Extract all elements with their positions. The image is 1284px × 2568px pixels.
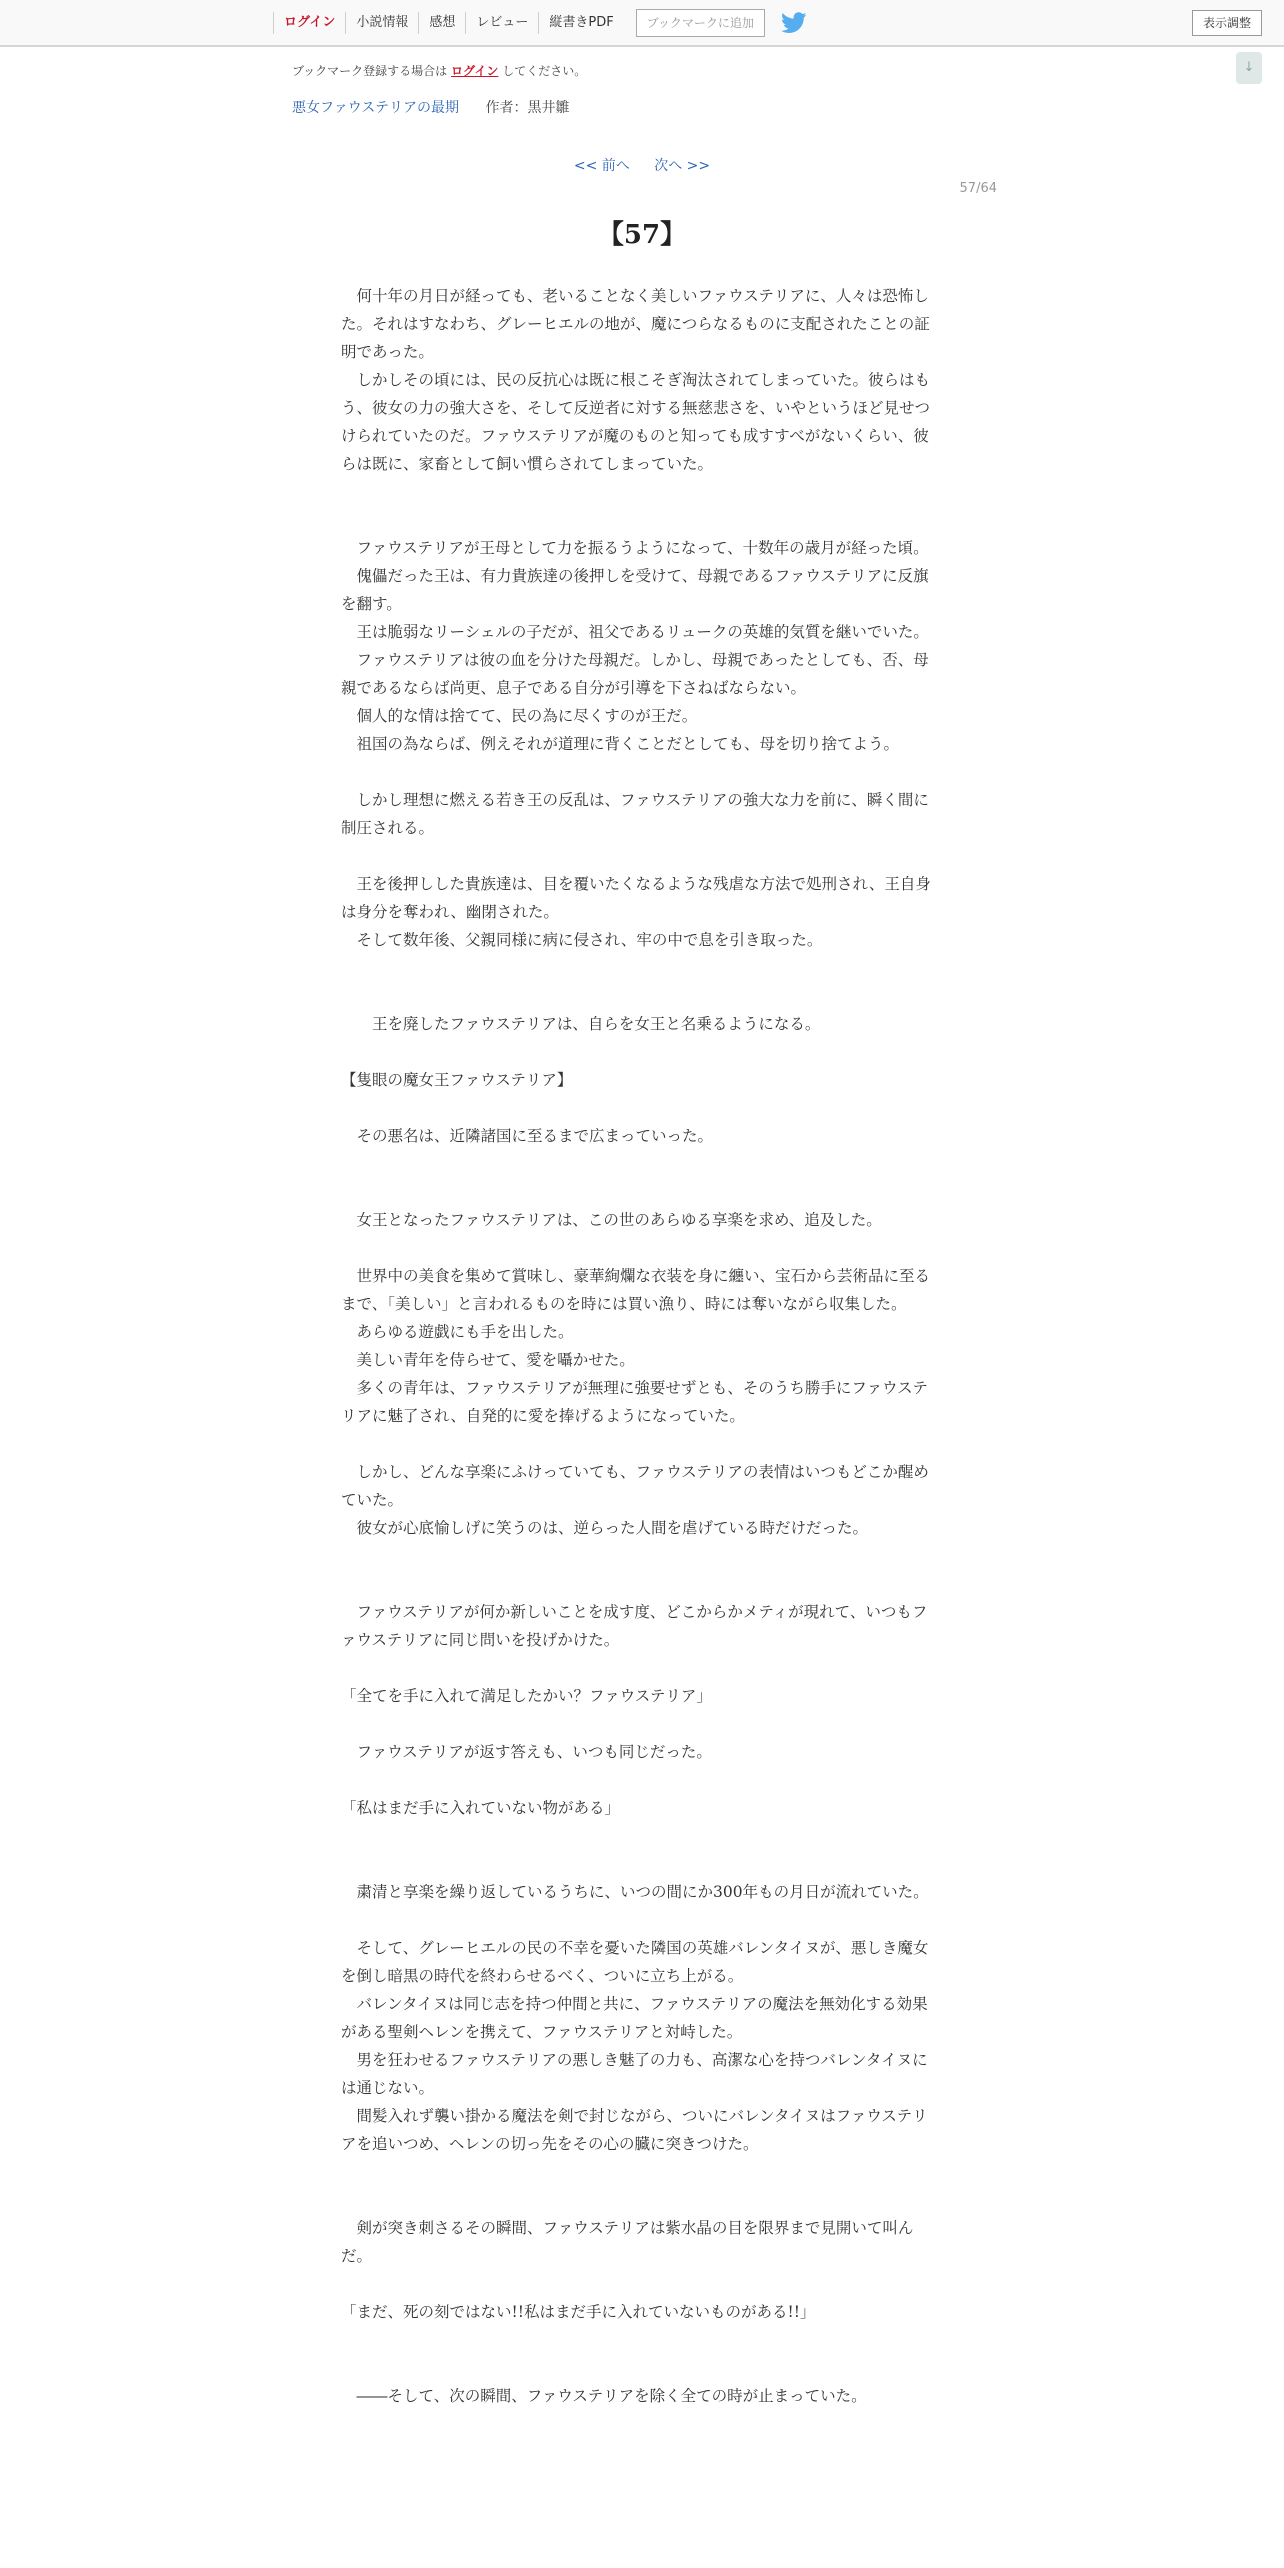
body-paragraph [341,1822,935,1850]
body-paragraph [341,2186,935,2214]
body-paragraph: 「まだ、死の刻ではない!!私はまだ手に入れていないものがある!!」 [341,2303,816,2321]
body-paragraph: そして数年後、父親同様に病に侵され、牢の中で息を引き取った。 [341,931,823,949]
body-paragraph: 祖国の為ならば、例えそれが道理に背くことだとしても、母を切り捨てよう。 [341,735,900,753]
body-paragraph: そして、グレーヒエルの民の不幸を憂いた隣国の英雄バレンタイヌが、悪しき魔女を倒し暗黒の時代を終わらせるべく、ついに立ち上がる。 [341,1939,929,1985]
body-paragraph: 多くの青年は、ファウステリアが無理に強要せずとも、そのうち勝手にファウステリアに魅了され、自発的に愛を捧げるようになっていた。 [341,1379,928,1425]
next-chapter-link[interactable]: 次へ >> [654,158,711,174]
body-paragraph [341,1654,935,1682]
body-paragraph [341,1234,935,1262]
body-paragraph: しかし、どんな享楽にふけっていても、ファウステリアの表情はいつもどこか醒めていた。 [341,1463,929,1509]
body-paragraph [341,1542,935,1570]
chapter-pager [0,155,1284,175]
notice-login-link[interactable]: ログイン [451,64,499,78]
body-paragraph [341,1038,935,1066]
chapter-body [341,282,935,2410]
nav-review[interactable]: レビュー [465,12,538,34]
body-paragraph: 美しい青年を侍らせて、愛を囁かせた。 [341,1351,635,1369]
main-nav [273,0,807,46]
nav-novel-info[interactable]: 小説情報 [345,12,418,34]
body-paragraph: 「全てを手に入れて満足したかい？ファウステリア」 [341,1687,712,1705]
body-paragraph: 女王となったファウステリアは、この世のあらゆる享楽を求め、追及した。 [341,1211,882,1229]
body-paragraph: あらゆる遊戯にも手を出した。 [341,1323,574,1341]
body-paragraph [341,758,935,786]
body-paragraph: 王は脆弱なリーシェルの子だが、祖父であるリュークの英雄的気質を継いでいた。 [341,623,929,641]
body-paragraph: バレンタイヌは同じ志を持つ仲間と共に、ファウステリアの魔法を無効化する効果がある聖剣ヘレンを携えて、ファウステリアと対峙した。 [341,1995,928,2041]
body-paragraph: 彼女が心底愉しげに笑うのは、逆らった人間を虐げている時だけだった。 [341,1519,869,1537]
body-paragraph: 個人的な情は捨てて、民の為に尽くすのが王だ。 [341,707,698,725]
twitter-bird-icon[interactable] [781,12,807,34]
body-paragraph: しかし理想に燃える若き王の反乱は、ファウステリアの強大な力を前に、瞬く間に制圧される。 [341,791,929,837]
body-paragraph: 世界中の美食を集めて賞味し、豪華絢爛な衣装を身に纏い、宝石から芸術品に至るまで、「美しい」と言われるものを時には買い漁り、時には奪いながら収集した。 [341,1267,931,1313]
body-paragraph: 傀儡だった王は、有力貴族達の後押しを受けて、母親であるファウステリアに反旗を翻す。 [341,567,929,613]
body-paragraph [341,2354,935,2382]
body-paragraph [341,2270,935,2298]
scroll-down-button[interactable]: ↓ [1236,52,1262,84]
body-paragraph [341,1710,935,1738]
chapter-title: 【57】 [597,220,687,250]
body-paragraph: 王を廃したファウステリアは、自らを女王と名乗るようになる。 [341,1015,821,1033]
author-name: 作者：黒井雛 [485,100,570,116]
nav-vertical-pdf[interactable]: 縦書きPDF [538,12,623,34]
body-paragraph: ファウステリアが返す答えも、いつも同じだった。 [341,1743,712,1761]
display-settings-button[interactable]: 表示調整 [1192,10,1262,36]
notice-suffix: してください。 [502,64,587,78]
body-paragraph [341,2326,935,2354]
body-paragraph [341,1094,935,1122]
body-paragraph [341,1850,935,1878]
body-paragraph: 粛清と享楽を繰り返しているうちに、いつの間にか300年もの月日が流れていた。 [341,1883,929,1901]
body-paragraph: しかしその頃には、民の反抗心は既に根こそぎ淘汰されてしまっていた。彼らはもう、彼女の力の強大さを、そして反逆者に対する無慈悲さを、いやというほど見せつけられていたのだ。ファウステリアが魔のものと知っても成すすべがないくらい、彼らは既に、家畜として飼い慣らされてしまっていた。 [341,371,931,473]
body-paragraph [341,1906,935,1934]
series-info [292,97,569,117]
chapter-counter: 57/64 [959,181,997,196]
top-navigation-bar [0,0,1284,47]
body-paragraph: 【隻眼の魔女王ファウステリア】 [341,1071,573,1089]
body-paragraph: 王を後押しした貴族達は、目を覆いたくなるような残虐な方法で処刑され、王自身は身分を奪われ、幽閉された。 [341,875,931,921]
body-paragraph: 何十年の月日が経っても、老いることなく美しいファウステリアに、人々は恐怖した。それはすなわち、グレーヒエルの地が、魔につらなるものに支配されたことの証明であった。 [341,287,930,361]
body-paragraph: ファウステリアは彼の血を分けた母親だ。しかし、母親であったとしても、否、母親であるならば尚更、息子である自分が引導を下さねばならない。 [341,651,929,697]
notice-prefix: ブックマーク登録する場合は [292,64,448,78]
body-paragraph: ファウステリアが何か新しいことを成す度、どこからかメティが現れて、いつもファウステリアに同じ問いを投げかけた。 [341,1603,928,1649]
body-paragraph [341,1178,935,1206]
body-paragraph: その悪名は、近隣諸国に至るまで広まっていった。 [341,1127,714,1145]
body-paragraph: 男を狂わせるファウステリアの悪しき魅了の力も、高潔な心を持つバレンタイヌには通じない。 [341,2051,928,2097]
body-paragraph: 「私はまだ手に入れていない物がある」 [341,1799,621,1817]
body-paragraph: ファウステリアが王母として力を振るうようになって、十数年の歳月が経った頃。 [341,539,929,557]
body-paragraph [341,1150,935,1178]
body-paragraph [341,982,935,1010]
nav-impressions[interactable]: 感想 [418,12,465,34]
body-paragraph [341,478,935,506]
body-paragraph [341,842,935,870]
body-paragraph [341,1766,935,1794]
body-paragraph [341,2158,935,2186]
prev-chapter-link[interactable]: << 前へ [573,158,630,174]
body-paragraph [341,954,935,982]
body-paragraph: 剣が突き刺さるその瞬間、ファウステリアは紫水晶の目を限界まで見開いて叫んだ。 [341,2219,914,2265]
body-paragraph [341,506,935,534]
body-paragraph [341,1570,935,1598]
series-title-link[interactable]: 悪女ファウステリアの最期 [292,100,460,116]
body-paragraph: 間髪入れず襲い掛かる魔法を剣で封じながら、ついにバレンタイヌはファウステリアを追いつめ、ヘレンの切っ先をその心の臓に突きつけた。 [341,2107,928,2153]
body-paragraph: ――そして、次の瞬間、ファウステリアを除く全ての時が止まっていた。 [341,2387,867,2405]
nav-login[interactable]: ログイン [273,12,345,34]
bookmark-login-notice [292,62,586,79]
add-bookmark-button[interactable]: ブックマークに追加 [636,9,765,37]
body-paragraph [341,1430,935,1458]
